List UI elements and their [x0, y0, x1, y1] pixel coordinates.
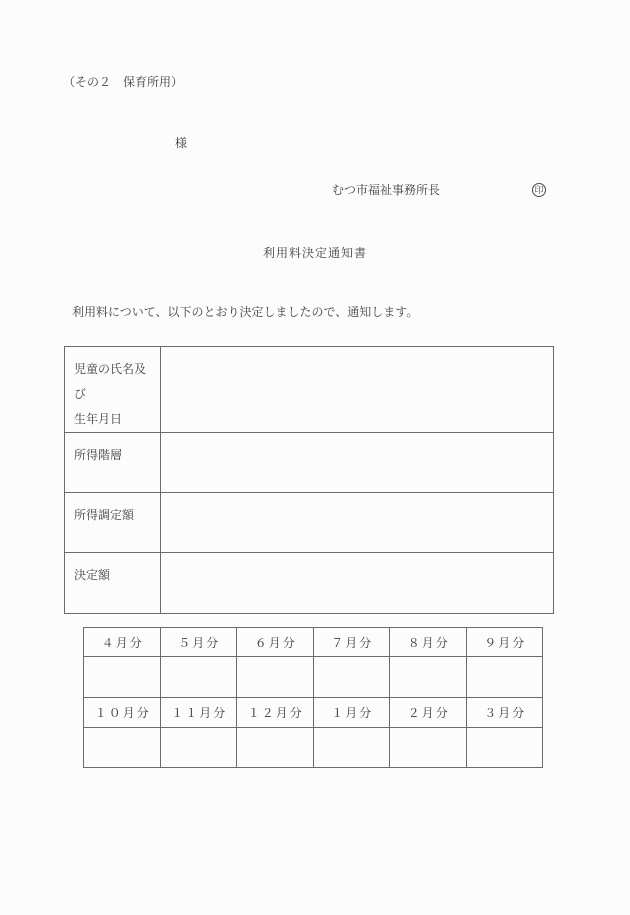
- month-value-november: [160, 728, 237, 768]
- month-value-march: [466, 728, 543, 768]
- seal-mark-icon: [532, 183, 546, 197]
- decided-amount-value-cell: [161, 553, 554, 614]
- month-value-february: [390, 728, 467, 768]
- form-note: （その２ 保育所用）: [63, 75, 184, 89]
- issuer-title: むつ市福祉事務所長: [332, 183, 441, 197]
- month-value-row-first-half: [84, 657, 543, 698]
- month-value-may: [160, 657, 237, 698]
- month-header-june: ６月分: [237, 628, 314, 657]
- month-value-august: [390, 657, 467, 698]
- row-label-child-name-dob: [65, 347, 161, 433]
- month-header-row-first-half: [84, 628, 543, 657]
- month-value-september: [466, 657, 543, 698]
- month-value-october: [84, 728, 161, 768]
- month-header-march: ３月分: [466, 698, 543, 728]
- month-value-june: [237, 657, 314, 698]
- row-label-income-bracket: 所得階層: [65, 433, 161, 493]
- month-value-january: [313, 728, 390, 768]
- month-header-september: ９月分: [466, 628, 543, 657]
- monthly-fee-table: [83, 627, 543, 768]
- row-label-assessed-income: 所得調定額: [65, 493, 161, 553]
- table-row: [65, 433, 554, 493]
- month-value-row-second-half: [84, 728, 543, 768]
- month-header-may: ５月分: [160, 628, 237, 657]
- month-header-row-second-half: [84, 698, 543, 728]
- month-header-april: ４月分: [84, 628, 161, 657]
- month-header-february: ２月分: [390, 698, 467, 728]
- month-header-november: １１月分: [160, 698, 237, 728]
- label-line: 児童の氏名及び: [74, 362, 147, 401]
- intro-text: 利用料について、以下のとおり決定しましたので、通知します。: [72, 305, 419, 319]
- month-header-october: １０月分: [84, 698, 161, 728]
- assessed-income-value-cell: [161, 493, 554, 553]
- month-header-january: １月分: [313, 698, 390, 728]
- child-name-dob-value-cell: [161, 347, 554, 433]
- table-row: [65, 553, 554, 614]
- fee-decision-table: [64, 346, 554, 614]
- label-line: 生年月日: [74, 412, 123, 426]
- seal-character: 印: [534, 184, 544, 195]
- income-bracket-value-cell: [161, 433, 554, 493]
- month-header-december: １２月分: [237, 698, 314, 728]
- month-header-august: ８月分: [390, 628, 467, 657]
- document-title: 利用料決定通知書: [262, 246, 367, 260]
- addressee-honorific: 様: [175, 136, 188, 150]
- month-value-july: [313, 657, 390, 698]
- table-row: [65, 493, 554, 553]
- month-header-july: ７月分: [313, 628, 390, 657]
- month-value-april: [84, 657, 161, 698]
- table-row: [65, 347, 554, 433]
- row-label-decided-amount: 決定額: [65, 553, 161, 614]
- month-value-december: [237, 728, 314, 768]
